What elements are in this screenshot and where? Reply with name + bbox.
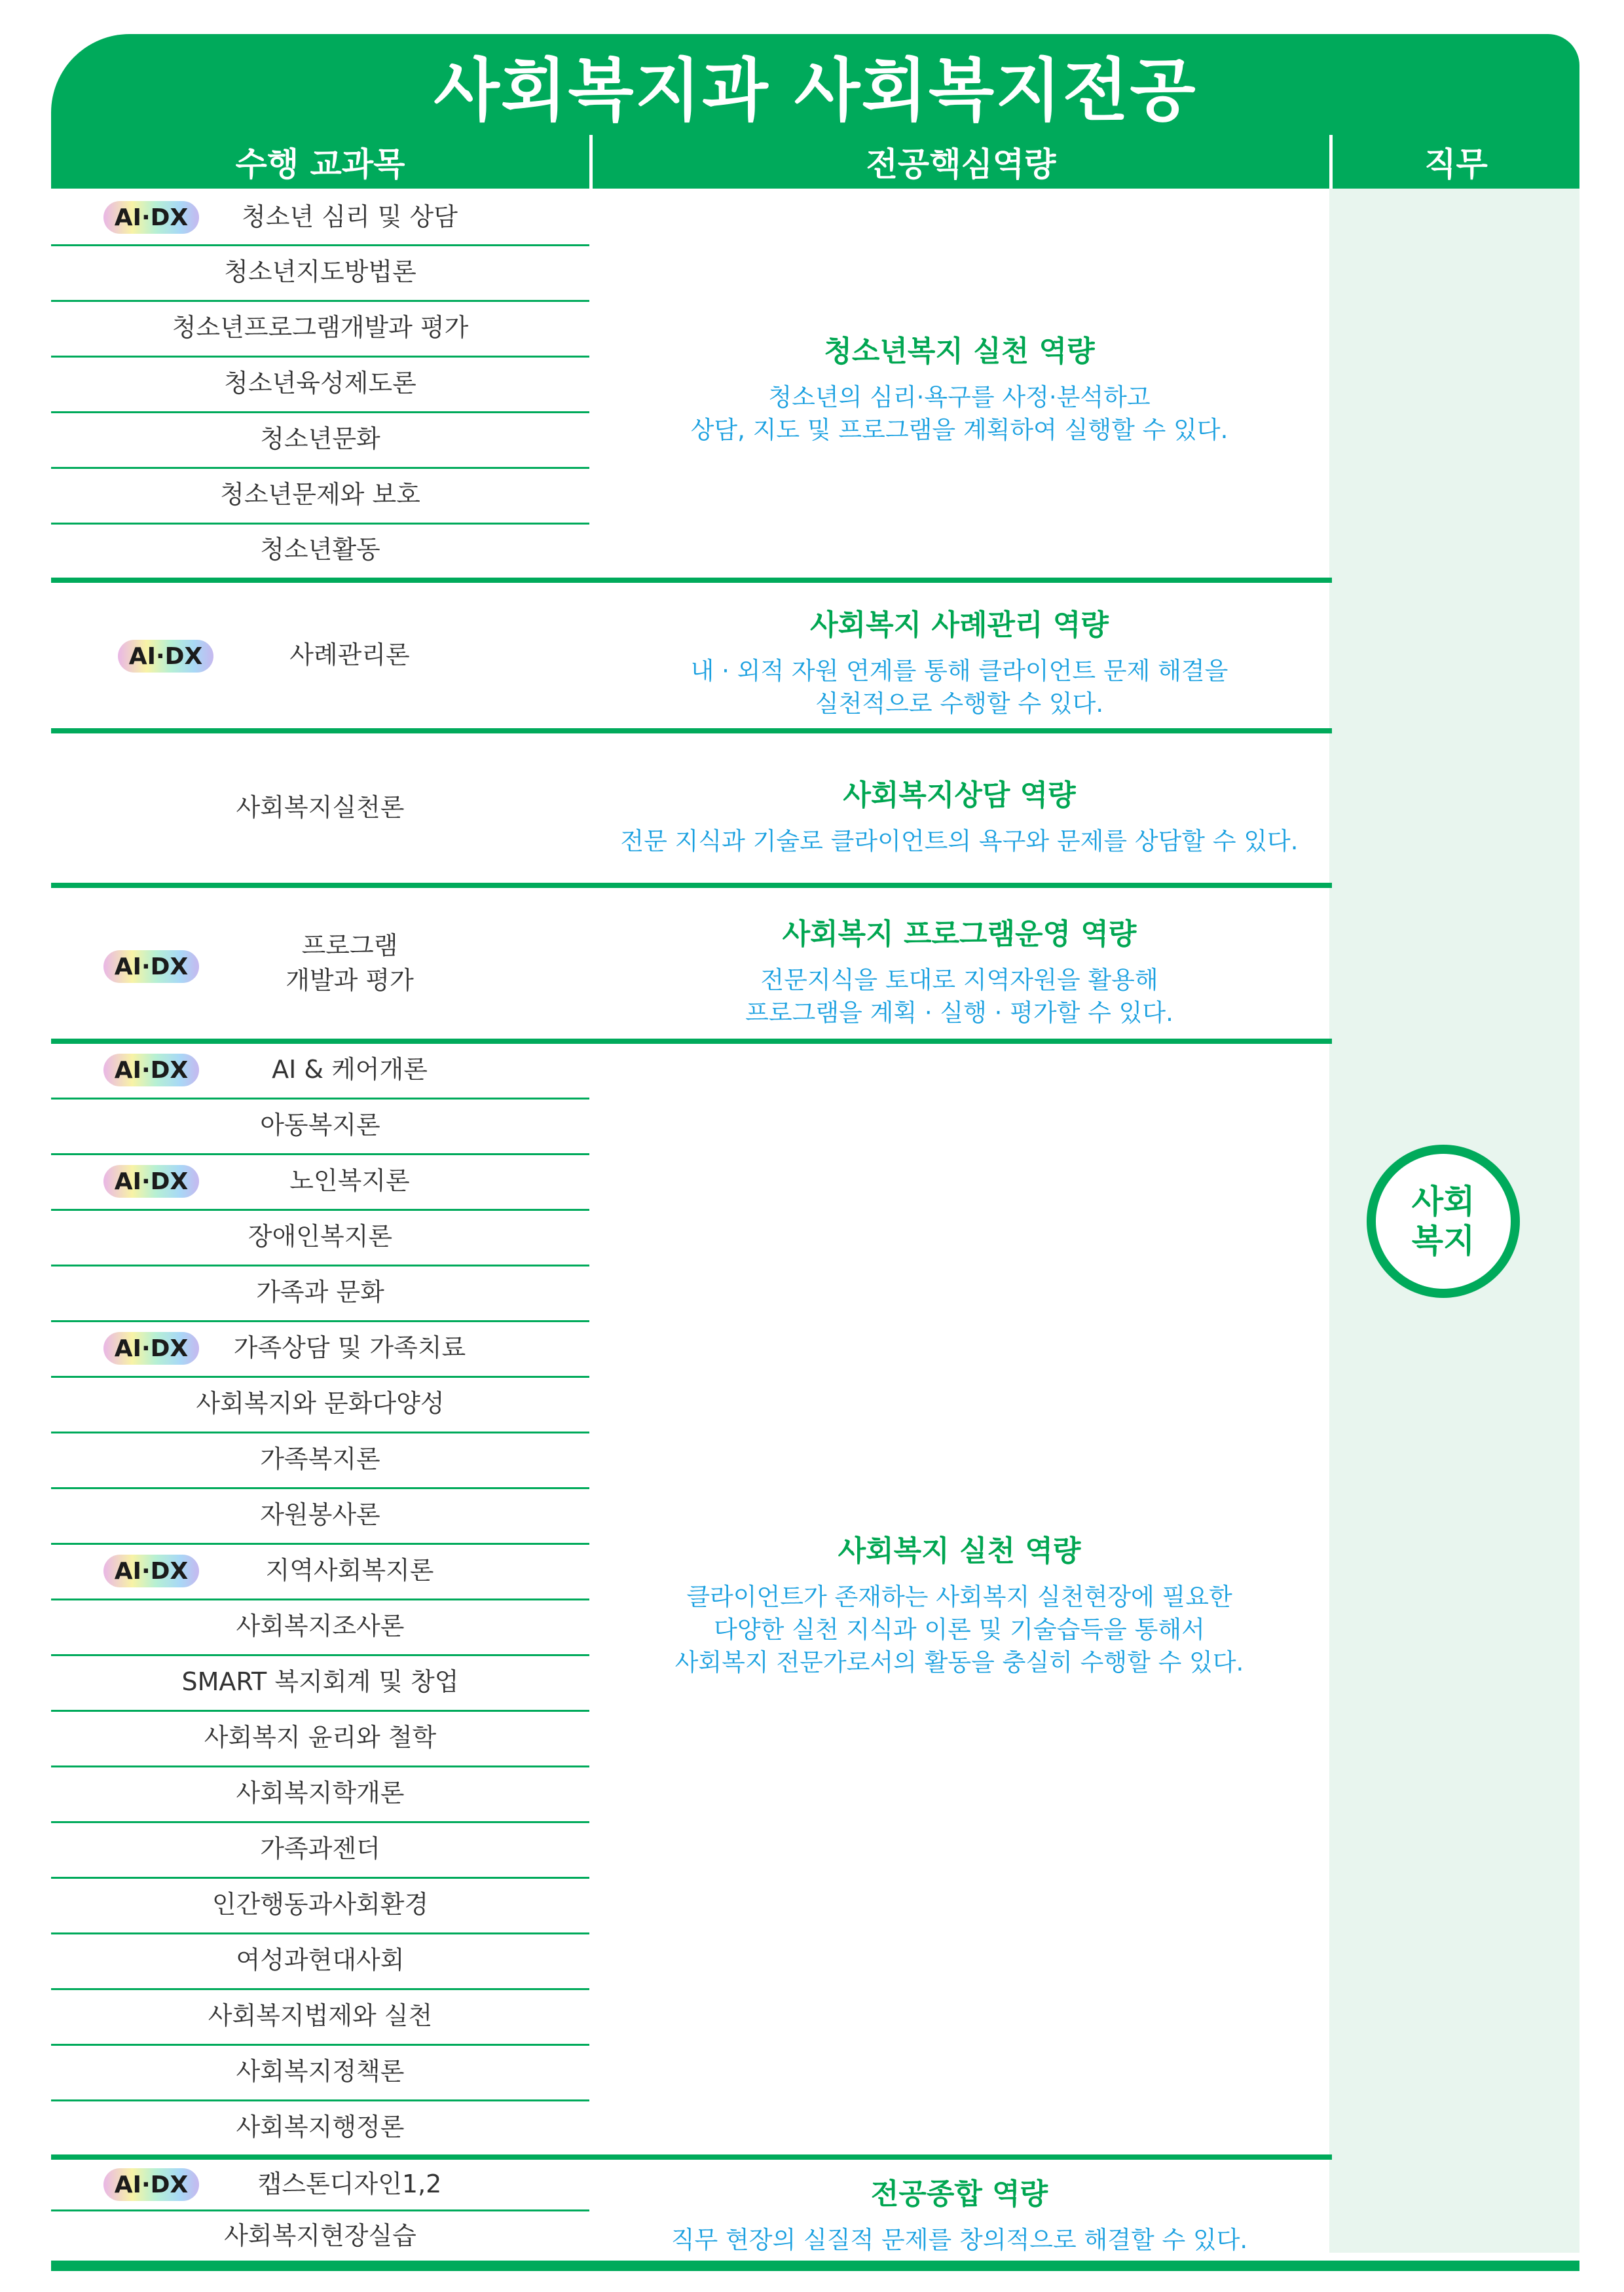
group-divider xyxy=(51,2154,1332,2160)
course-item: 사회복지법제와 실천 xyxy=(208,2001,433,2031)
course-item: 청소년 심리 및 상담 xyxy=(242,202,458,232)
course-item: SMART 복지회계 및 창업 xyxy=(181,1667,459,1697)
competency-desc: 상담, 지도 및 프로그램을 계획하여 실행할 수 있다. xyxy=(690,416,1228,444)
duty-label-line2: 복지 xyxy=(1411,1222,1475,1260)
competency-desc: 다양한 실천 지식과 이론 및 기술습득을 통해서 xyxy=(714,1616,1205,1644)
competency-block xyxy=(589,771,1329,858)
competency-block xyxy=(589,910,1329,1029)
header-competency: 전공핵심역량 xyxy=(593,135,1329,189)
course-item: 사회복지학개론 xyxy=(236,1779,405,1808)
header-courses: 수행 교과목 xyxy=(51,135,589,189)
competency-title: 사회복지 사례관리 역량 xyxy=(810,608,1109,642)
course-item: 사회복지 윤리와 철학 xyxy=(204,1723,437,1752)
ai-dx-badge: AI·DX xyxy=(103,2168,199,2201)
course-item: 아동복지론 xyxy=(260,1111,380,1140)
group-divider xyxy=(51,1039,1332,1044)
ai-dx-badge: AI·DX xyxy=(103,1165,199,1198)
course-item: 가족복지론 xyxy=(260,1445,380,1474)
competency-title: 사회복지 프로그램운영 역량 xyxy=(782,917,1137,951)
ai-dx-badge: AI·DX xyxy=(103,1555,199,1587)
course-item: 인간행동과사회환경 xyxy=(212,1890,429,1919)
course-item: 지역사회복지론 xyxy=(265,1556,434,1585)
course-item: 청소년프로그램개발과 평가 xyxy=(172,313,469,342)
competency-desc: 실천적으로 수행할 수 있다. xyxy=(815,690,1104,718)
group-divider xyxy=(51,578,1332,583)
duty-circle-badge xyxy=(1367,1145,1520,1298)
competency-title: 사회복지 실천 역량 xyxy=(838,1534,1081,1568)
competency-desc: 전문지식을 토대로 지역자원을 활용해 xyxy=(760,966,1158,994)
competency-desc: 프로그램을 계획 · 실행 · 평가할 수 있다. xyxy=(745,999,1173,1027)
ai-dx-badge: AI·DX xyxy=(103,1054,199,1086)
course-item: 청소년문화 xyxy=(260,424,380,454)
course-item: 청소년활동 xyxy=(260,535,380,564)
course-item: 사회복지조사론 xyxy=(236,1612,405,1641)
course-item: 청소년문제와 보호 xyxy=(220,480,420,509)
duty-label-line1: 사회 xyxy=(1411,1183,1475,1221)
course-item: 사회복지와 문화다양성 xyxy=(196,1389,445,1418)
competency-title: 전공종합 역량 xyxy=(870,2177,1048,2211)
course-item: 청소년지도방법론 xyxy=(224,257,416,287)
competency-desc: 전문 지식과 기술로 클라이언트의 욕구와 문제를 상담할 수 있다. xyxy=(620,827,1299,855)
ai-dx-badge: AI·DX xyxy=(118,640,213,673)
course-item: 사례관리론 xyxy=(289,640,410,670)
group-divider xyxy=(51,883,1332,888)
competency-desc: 내 · 외적 자원 연계를 통해 클라이언트 문제 해결을 xyxy=(690,657,1228,685)
ai-dx-badge: AI·DX xyxy=(103,950,199,983)
competency-desc: 청소년의 심리·욕구를 사정·분석하고 xyxy=(768,383,1151,411)
competency-desc: 사회복지 전문가로서의 활동을 충실히 수행할 수 있다. xyxy=(674,1648,1244,1676)
competency-title: 청소년복지 실천 역량 xyxy=(824,335,1095,368)
course-item: 장애인복지론 xyxy=(248,1222,393,1251)
bottom-border xyxy=(51,2261,1579,2271)
course-item: 가족과 문화 xyxy=(256,1278,384,1307)
course-item: 사회복지현장실습 xyxy=(224,2221,416,2251)
course-item: 사회복지실천론 xyxy=(236,793,405,823)
course-item: 캡스톤디자인1,2 xyxy=(257,2170,442,2199)
course-item: 청소년육성제도론 xyxy=(224,369,416,398)
ai-dx-badge: AI·DX xyxy=(103,1332,199,1365)
competency-block xyxy=(589,327,1329,447)
course-item: 사회복지행정론 xyxy=(236,2113,405,2142)
competency-desc: 클라이언트가 존재하는 사회복지 실천현장에 필요한 xyxy=(686,1583,1232,1611)
course-item: 프로그램 개발과 평가 xyxy=(286,931,414,995)
course-item: 노인복지론 xyxy=(289,1166,410,1196)
course-item: 사회복지정책론 xyxy=(236,2057,405,2086)
competency-title: 사회복지상담 역량 xyxy=(843,779,1076,812)
page-title: 사회복지과 사회복지전공 xyxy=(51,34,1579,135)
competency-desc: 직무 현장의 실질적 문제를 창의적으로 해결할 수 있다. xyxy=(671,2226,1248,2254)
course-item: 가족상담 및 가족치료 xyxy=(233,1333,466,1363)
competency-block xyxy=(589,1527,1329,1679)
competency-block xyxy=(589,601,1329,720)
course-item: 여성과현대사회 xyxy=(236,1946,405,1975)
header-duty: 직무 xyxy=(1333,135,1579,189)
ai-dx-badge: AI·DX xyxy=(103,201,199,234)
competency-block xyxy=(589,2170,1329,2257)
course-item: 가족과젠더 xyxy=(260,1834,380,1864)
course-item: 자원봉사론 xyxy=(260,1500,380,1530)
course-item: AI & 케어개론 xyxy=(272,1055,428,1084)
group-divider xyxy=(51,728,1332,733)
